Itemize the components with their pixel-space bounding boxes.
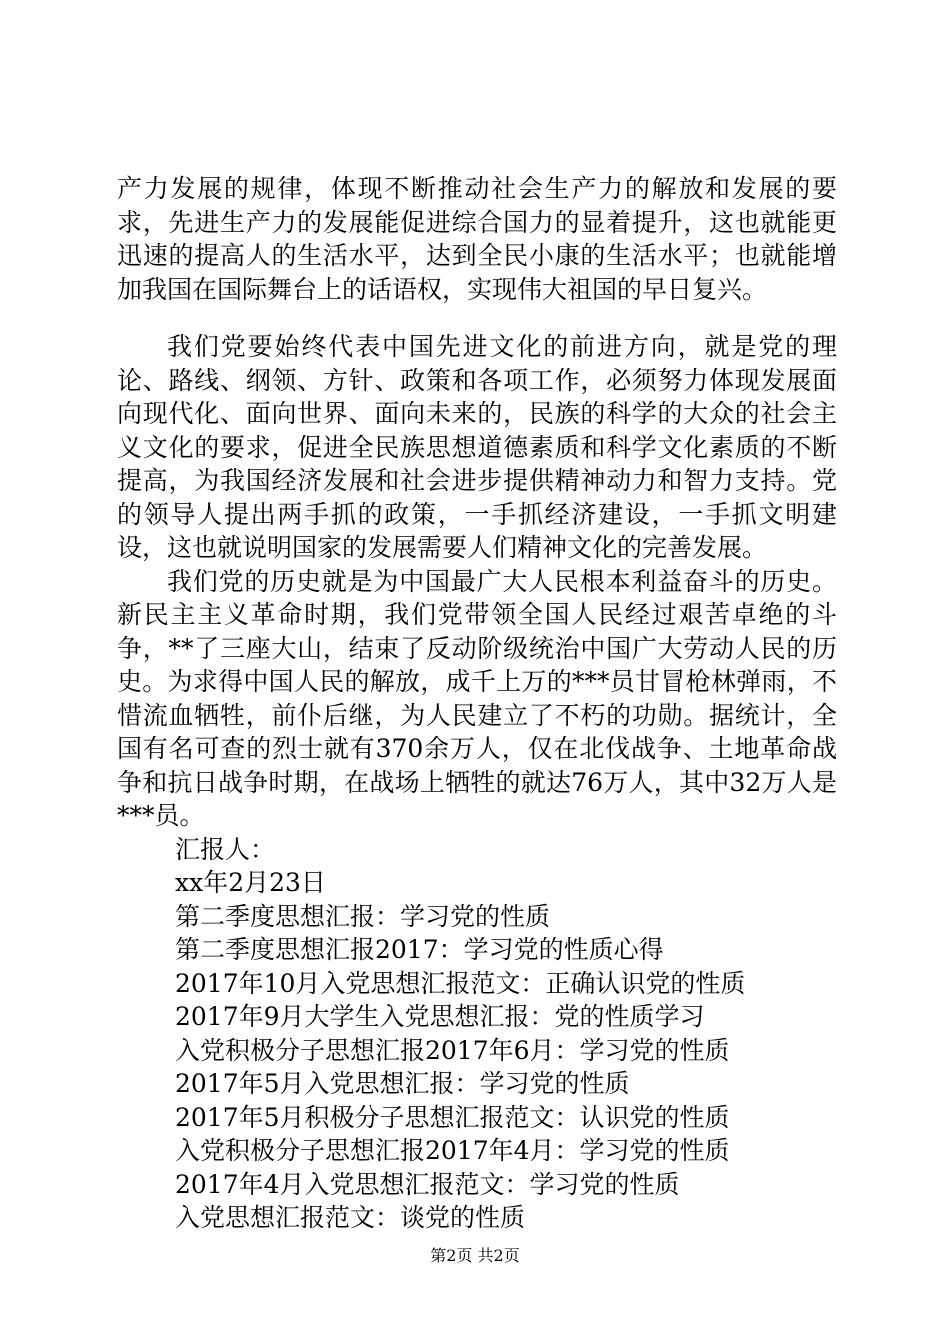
related-title[interactable]: 入党积极分子思想汇报2017年4月：学习党的性质 [175, 1136, 730, 1165]
reporter-label: 汇报人： [175, 834, 276, 864]
related-title[interactable]: 2017年9月大学生入党思想汇报：党的性质学习 [175, 1002, 705, 1031]
related-title[interactable]: 第二季度思想汇报2017：学习党的性质心得 [175, 935, 664, 964]
related-title[interactable]: 2017年5月入党思想汇报：学习党的性质 [175, 1069, 630, 1098]
related-title[interactable]: 2017年10月入党思想汇报范文：正确认识党的性质 [175, 968, 746, 998]
page-number-footer: 第2页 共2页 [430, 1246, 520, 1265]
paragraph-continued: 产力发展的规律，体现不断推动社会生产力的解放和发展的要求，先进生产力的发展能促进综合国力的显着提升，这也就能更迅速的提高人的生活水平，达到全民小康的生活水平；也就能增加我国在国际舞台上的话语权，实现伟大祖国的早日复兴。 [117, 174, 837, 304]
paragraph-gap [117, 306, 837, 330]
related-title[interactable]: 2017年5月积极分子思想汇报范文：认识党的性质 [175, 1102, 730, 1132]
related-title[interactable]: 入党思想汇报范文：谈党的性质 [175, 1203, 526, 1232]
related-title[interactable]: 入党积极分子思想汇报2017年6月：学习党的性质 [175, 1035, 730, 1065]
related-title[interactable]: 第二季度思想汇报：学习党的性质 [175, 901, 551, 931]
related-title[interactable]: 2017年4月入党思想汇报范文：学习党的性质 [175, 1169, 680, 1199]
report-date: xx年2月23日 [175, 868, 326, 897]
paragraph-party-history: 我们党的历史就是为中国最广大人民根本利益奋斗的历史。新民主主义革命时期，我们党带领全国人民经过艰苦卓绝的斗争，**了三座大山，结束了反动阶级统治中国广大劳动人民的历史。为求得中国人民的解放，成千上万的***员甘冒枪林弹雨，不惜流血牺牲，前仆后继，为人民建立了不朽的功勋。据统计，全国有名可查的烈士就有370余万人，仅在北伐战争、土地革命战争和抗日战争时期，在战场上牺牲的就达76万人，其中32万人是***员。 [117, 566, 837, 830]
paragraph-advanced-culture: 我们党要始终代表中国先进文化的前进方向，就是党的理论、路线、纲领、方针、政策和各项工作，必须努力体现发展面向现代化、面向世界、面向未来的，民族的科学的大众的社会主义文化的要求，促进全民族思想道德素质和科学文化素质的不断提高，为我国经济发展和社会进步提供精神动力和智力支持。党的领导人提出两手抓的政策，一手抓经济建设，一手抓文明建设，这也就说明国家的发展需要人们精神文化的完善发展。 [117, 332, 837, 562]
document-body [117, 172, 837, 1235]
